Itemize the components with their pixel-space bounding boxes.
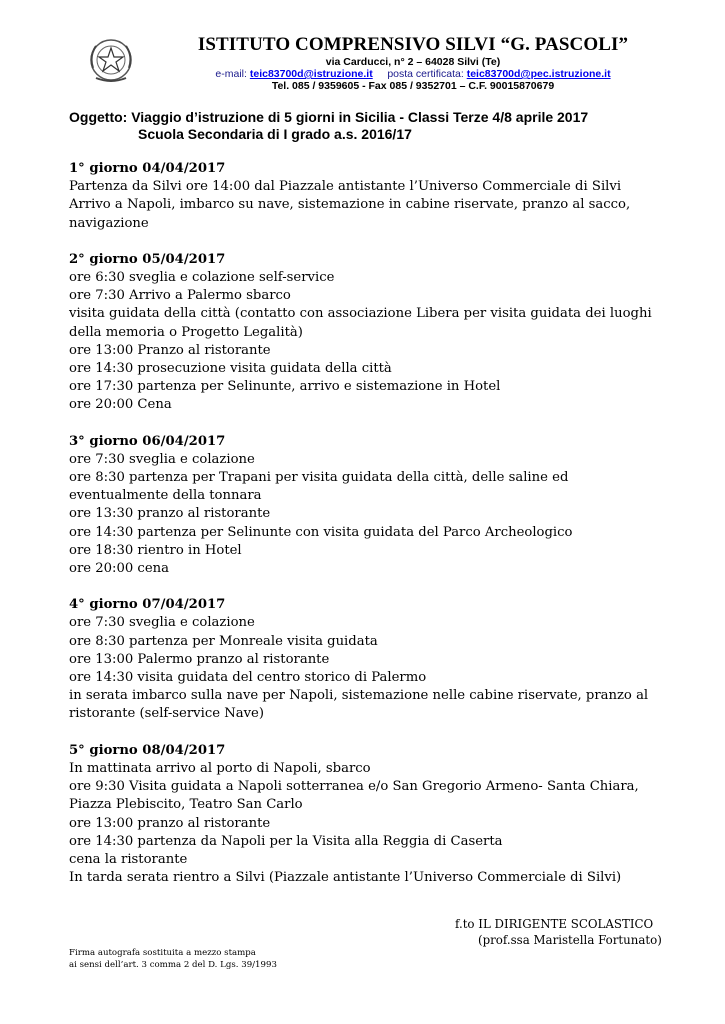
subject-line-1: Oggetto: Viaggio d’istruzione di 5 giorni in Sicilia - Classi Terze 4/8 aprile 2017 [69, 109, 589, 125]
footnote-line-2: ai sensi dell’art. 3 comma 2 del D. Lgs. 39/1993 [69, 960, 277, 970]
program-line: ore 14:30 prosecuzione visita guidata della città [69, 361, 392, 377]
italian-republic-emblem-icon [84, 34, 138, 88]
email-line [168, 68, 658, 80]
pec-label: posta certificata: [387, 68, 464, 80]
program-line: Piazza Plebiscito, Teatro San Carlo [69, 797, 303, 813]
day-title: 3° giorno 06/04/2017 [69, 433, 226, 449]
school-name: ISTITUTO COMPRENSIVO SILVI “G. PASCOLI” [197, 34, 629, 55]
day-title: 5° giorno 08/04/2017 [69, 742, 226, 758]
day-title: 2° giorno 05/04/2017 [69, 251, 226, 267]
program-line: ore 20:00 cena [69, 561, 169, 577]
pec-link[interactable]: teic83700d@pec.istruzione.it [466, 68, 611, 80]
day-1 [69, 160, 669, 233]
day-3 [69, 433, 669, 579]
phone-fax-line: Tel. 085 / 9359605 - Fax 085 / 9352701 – C.F. 90015870679 [271, 80, 555, 92]
program-line: ore 9:30 Visita guidata a Napoli sotterranea e/o San Gregorio Armeno- Santa Chiara, [69, 779, 639, 795]
program-line: ore 7:30 Arrivo a Palermo sbarco [69, 288, 291, 304]
school-address: via Carducci, n° 2 – 64028 Silvi (Te) [325, 56, 501, 68]
program-line: in serata imbarco sulla nave per Napoli, sistemazione nelle cabine riservate, pranzo al [69, 688, 649, 704]
program-line: ore 8:30 partenza per Monreale visita guidata [69, 633, 378, 649]
program-line: navigazione [69, 215, 149, 231]
day-title: 4° giorno 07/04/2017 [69, 597, 226, 613]
program-line: In mattinata arrivo al porto di Napoli, sbarco [69, 760, 371, 776]
subject-line-2: Scuola Secondaria di I grado a.s. 2016/17 [138, 126, 412, 142]
day-title: 1° giorno 04/04/2017 [69, 161, 226, 176]
program-line: ore 6:30 sveglia e colazione self-service [69, 270, 335, 286]
signature-title: f.to IL DIRIGENTE SCOLASTICO [455, 917, 654, 931]
program-line: ore 13:00 Pranzo al ristorante [69, 342, 271, 358]
program-line: cena la ristorante [69, 851, 188, 867]
program-line: ore 17:30 partenza per Selinunte, arrivo e sistemazione in Hotel [69, 379, 501, 395]
day-2 [69, 251, 669, 415]
program-line: ore 7:30 sveglia e colazione [69, 615, 255, 631]
program-line: ore 7:30 sveglia e colazione [69, 451, 255, 467]
trip-program [69, 160, 669, 905]
program-line: ore 13:00 pranzo al ristorante [69, 815, 271, 831]
signature-block [455, 916, 675, 948]
program-line: ore 8:30 partenza per Trapani per visita guidata della città, delle saline ed [69, 470, 569, 486]
subject [69, 109, 669, 143]
program-line: ore 13:30 pranzo al ristorante [69, 506, 271, 522]
footnote [69, 947, 329, 971]
letterhead [168, 34, 658, 92]
email-label: e-mail: [215, 68, 247, 80]
email-link[interactable]: teic83700d@istruzione.it [249, 68, 373, 80]
program-line: eventualmente della tonnara [69, 488, 262, 504]
program-line: Partenza da Silvi ore 14:00 dal Piazzale antistante l’Universo Commerciale di Silvi [69, 179, 622, 195]
footnote-line-1: Firma autografa sostituita a mezzo stampa [69, 948, 256, 958]
program-line: Arrivo a Napoli, imbarco su nave, sistemazione in cabine riservate, pranzo al sacco, [69, 197, 631, 213]
program-line: In tarda serata rientro a Silvi (Piazzale antistante l’Universo Commerciale di Silvi) [69, 870, 622, 886]
program-line: ore 20:00 Cena [69, 397, 172, 413]
program-line: ore 14:30 visita guidata del centro storico di Palermo [69, 670, 427, 686]
program-line: ore 14:30 partenza per Selinunte con visita guidata del Parco Archeologico [69, 524, 573, 540]
program-line: visita guidata della città (contatto con associazione Libera per visita guidata dei luoghi [69, 306, 652, 322]
program-line: ore 18:30 rientro in Hotel [69, 542, 242, 558]
program-line: ore 13:00 Palermo pranzo al ristorante [69, 651, 330, 667]
day-4 [69, 596, 669, 723]
program-line: ore 14:30 partenza da Napoli per la Visita alla Reggia di Caserta [69, 833, 503, 849]
program-line: ristorante (self-service Nave) [69, 706, 265, 722]
program-line: della memoria o Progetto Legalità) [69, 324, 303, 340]
day-5 [69, 742, 669, 888]
signature-name: (prof.ssa Maristella Fortunato) [478, 933, 662, 947]
